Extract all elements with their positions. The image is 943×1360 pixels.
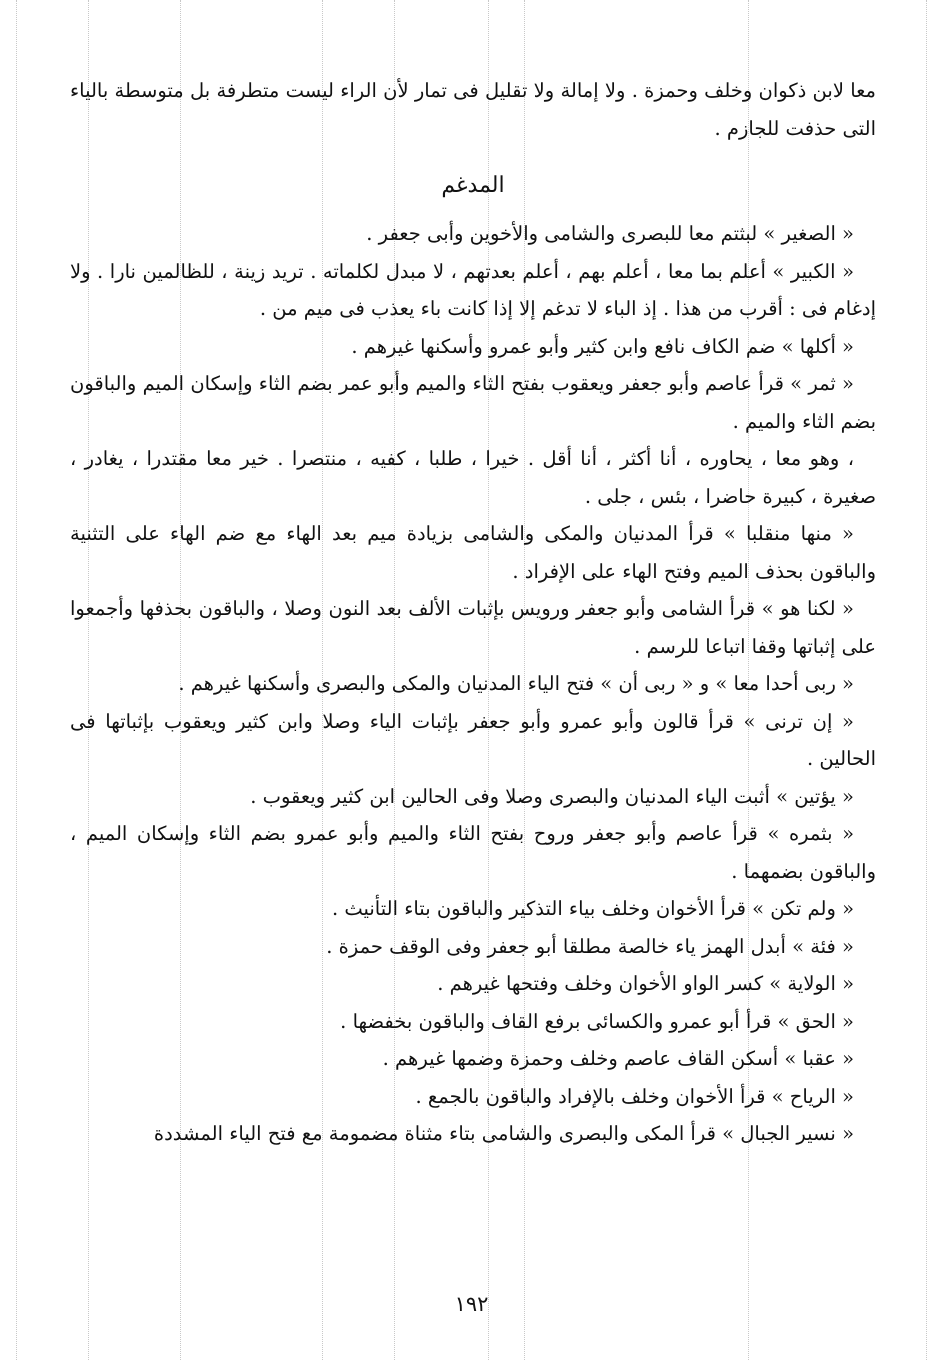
paragraph-saghir: « الصغير » لبثتم معا للبصرى والشامى والأخوين وأبى جعفر .: [366, 222, 854, 245]
scan-guide-line: [16, 0, 17, 1360]
paragraph-nusayyir: « نسير الجبال » قرأ المكى والبصرى والشامى بتاء مثناة مضمومة مع فتح الياء المشددة: [153, 1122, 854, 1145]
paragraph-thamar: « ثمر » قرأ عاصم وأبو جعفر ويعقوب بفتح الثاء والميم وأبو عمر بضم الثاء وإسكان الميم والباقون بضم الثاء والميم .: [70, 372, 876, 433]
paragraph-continued: معا لابن ذكوان وخلف وحمزة . ولا إمالة ولا تقليل فى تمار لأن الراء ليست متطرفة بل متوسطة بالياء التى حذفت للجازم .: [70, 79, 876, 140]
paragraph-in-tarani: « إن ترنى » قرأ قالون وأبو عمرو وأبو جعفر بإثبات الياء وصلا وابن كثير ويعقوب بإثباتها فى الحالين .: [70, 709, 876, 770]
paragraph-ukuluha: « أكلها » ضم الكاف نافع وابن كثير وأبو عمرو وأسكنها غيرهم .: [351, 334, 854, 358]
paragraph-yutiyan: « يؤتين » أثبت الياء المدنيان والبصرى وصلا وفى الحالين ابن كثير ويعقوب .: [250, 784, 854, 808]
paragraph-arriyah: « الرياح » قرأ الأخوان وخلف بالإفراد والباقون بالجمع .: [415, 1084, 854, 1108]
paragraph-kabir: « الكبير » أعلم بما معا ، أعلم بهم ، أعلم بعدتهم ، لا مبدل لكلماته . تريد زينة ، للظالمين نارا . ولا إدغام فى : أقرب من هذا . إذ الباء لا تدغم إلا إذا كانت باء يعذب فى ميم من .: [70, 259, 876, 320]
paragraph-bithamarihi: « بثمره » قرأ عاصم وأبو جعفر وروح بفتح الثاء والميم وأبو عمرو بضم الثاء وإسكان الميم ، والباقون بضمهما .: [70, 822, 876, 883]
paragraph-alhaqq: « الحق » قرأ أبو عمرو والكسائى برفع القاف والباقون بخفضها .: [340, 1009, 854, 1033]
paragraph-uqban: « عقبا » أسكن القاف عاصم وخلف وحمزة وضمها غيرهم .: [382, 1047, 854, 1070]
page-number: ١٩٢: [454, 1292, 489, 1316]
paragraph-walam-takun: « ولم تكن » قرأ الأخوان وخلف بياء التذكير والباقون بتاء التأنيث .: [331, 897, 854, 920]
body-text: [70, 72, 876, 1153]
scan-guide-line: [926, 0, 927, 1360]
paragraph-alwalayah: « الولاية » كسر الواو الأخوان وخلف وفتحها غيرهم .: [437, 972, 854, 995]
paragraph-fiah: « فئة » أبدل الهمز ياء خالصة مطلقا أبو جعفر وفى الوقف حمزة .: [326, 934, 854, 958]
paragraph-rabbi-ahadan: « ربى أحدا معا » و « ربى أن » فتح الياء المدنيان والمكى والبصرى وأسكنها غيرهم .: [178, 672, 854, 695]
paragraph-lakinna-huwa: « لكنا هو » قرأ الشامى وأبو جعفر ورويس بإثبات الألف بعد النون وصلا ، والباقون بحذفها وأجمعوا على إثباتها وقفا اتباعا للرسم .: [70, 597, 876, 658]
section-heading: المدغم: [441, 173, 505, 198]
paragraph-minha-munqalaba: « منها منقلبا » قرأ المدنيان والمكى والشامى بزيادة ميم بعد الهاء مع ضم الهاء على التثنية والباقون بحذف الميم وفتح الهاء على الإفراد .: [70, 522, 876, 583]
paragraph-imala-list: ، وهو معا ، يحاوره ، أنا أكثر ، أنا أقل . خيرا ، طلبا ، كفيه ، منتصرا . خير معا مقتدرا ، يغادر ، صغيرة ، كبيرة حاضرا ، بئس ، جلى .: [70, 447, 876, 508]
